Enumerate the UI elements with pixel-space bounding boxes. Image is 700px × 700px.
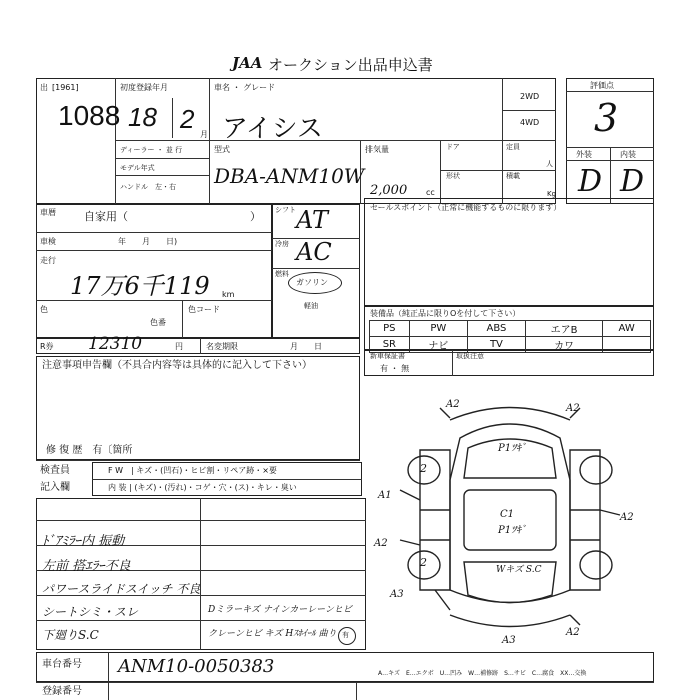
mark-a2-top-right: A2 — [566, 403, 580, 414]
eq-aw: AW — [603, 321, 651, 337]
note-line-2: 左前 搭ｴﾗｰ不良 — [42, 559, 131, 574]
mark-a3-bottom: A3 — [502, 635, 516, 646]
mark-p1-mid: P1ﾂｷﾞ — [498, 525, 527, 536]
chassis-label: 車台番号 — [42, 659, 82, 670]
color-label: 色 — [40, 305, 48, 314]
note-extra-1: Dミラーキズ ナインカーレーンヒビ — [208, 605, 352, 615]
color-no-label: 色番 — [150, 318, 166, 327]
mark-a2-right: A2 — [620, 512, 634, 523]
notes-label: 注意事項申告欄（不具合内容等は具体的に記入して下さい） — [42, 360, 312, 371]
fw-row: F W | キズ・(凹石)・ヒビ割・リペア跡・×要 — [108, 466, 277, 475]
load-label: 積載 — [506, 172, 520, 180]
car-name-label: 車名 ・ グレード — [214, 83, 276, 92]
ac-label: 冷房 — [275, 240, 289, 248]
interior-label: 内装 — [620, 150, 636, 159]
diesel-label: 軽油 — [304, 302, 318, 310]
sales-label: セールスポイント（正常に機能するものに限ります） — [370, 203, 562, 212]
sales-section — [364, 198, 654, 306]
month-unit: 月 — [200, 130, 208, 139]
eq-ps: PS — [370, 321, 410, 337]
auction-logo: JAA — [232, 54, 263, 72]
year-code: [1961] — [52, 83, 79, 92]
mark-a2-left: A2 — [374, 538, 388, 549]
capacity-label: 定員 — [506, 143, 520, 151]
mileage-label: 走行 — [40, 256, 56, 265]
interior-score: D — [620, 164, 645, 199]
history-close: ） — [250, 210, 261, 223]
fuel: ガソリン — [296, 278, 328, 287]
shape-label: 形状 — [446, 172, 460, 180]
car-diagram — [380, 390, 650, 650]
cc-unit: cc — [426, 188, 435, 197]
4wd-label: 4WD — [520, 118, 540, 127]
shift-label: シフト — [275, 206, 296, 214]
displacement-label: 排気量 — [365, 145, 389, 154]
out-label: 出 — [40, 83, 48, 92]
handle-label: ハンドル 左・右 — [120, 183, 176, 191]
exterior-label: 外装 — [576, 150, 592, 159]
mileage: 17万6千119 — [70, 272, 210, 300]
eq-tv: TV — [467, 337, 525, 353]
chassis-number: ANM10-0050383 — [118, 656, 275, 677]
person-unit: 人 — [546, 160, 553, 168]
shift: AT — [296, 206, 329, 234]
interior-row: 内 装 | (キズ)・(汚れ)・コゲ・穴・(ス)・キレ・臭い — [108, 483, 297, 492]
repair-history: 修 復 歴 有〔箇所 — [46, 445, 133, 456]
km-unit: km — [222, 290, 235, 299]
eq-leather: カワ — [525, 337, 602, 353]
displacement: 2,000 — [370, 183, 408, 198]
note-line-5: 下廻りS.C — [42, 628, 99, 642]
car-type: DBA-ANM10W — [214, 164, 365, 188]
yen-unit: 円 — [175, 342, 183, 351]
mark-a3-left: A3 — [390, 589, 404, 600]
ac: AC — [296, 238, 332, 266]
eq-pw: PW — [409, 321, 467, 337]
note-line-4: シートシミ・スレ — [42, 605, 139, 619]
model-year-label: モデル年式 — [120, 164, 155, 172]
eq-sr: SR — [370, 337, 410, 353]
kg-unit: Kg — [547, 190, 557, 198]
first-reg-month: 2 — [180, 104, 195, 134]
fuel-label: 燃料 — [275, 270, 289, 278]
note-circle-text: 有 — [342, 631, 349, 639]
eq-abs: ABS — [467, 321, 525, 337]
mark-a2-bottom: A2 — [566, 627, 580, 638]
equipment-table — [369, 320, 651, 353]
warranty-label: 新車保証書 — [370, 352, 405, 360]
mark-wsc: Wキズ S.C — [496, 565, 542, 575]
note-extra-2: クレーンヒビ キズ Hｽﾎｲｰﾙ 曲り — [208, 629, 337, 639]
eq-navi: ナビ — [409, 337, 467, 353]
history: 自家用（ — [84, 210, 128, 223]
mark-p1-top: P1ﾂｷﾞ — [498, 443, 527, 454]
mark-wheel-2-bottom: 2 — [420, 556, 427, 569]
equipment-label: 装備品（純正品に限りOを付して下さい） — [370, 309, 521, 318]
recycle-amount: 12310 — [88, 334, 143, 354]
mark-a1-left: A1 — [378, 490, 392, 501]
note-line-3: パワースライドスイッチ 不良 — [42, 582, 201, 596]
reg-label: 登録番号 — [42, 686, 82, 697]
warranty-options: 有 ・ 無 — [380, 364, 410, 373]
inspection-fields: 年 月 日) — [118, 237, 178, 246]
door-label: ドア — [446, 143, 460, 151]
inspector-label: 検査員 — [40, 465, 70, 476]
history-label: 車暦 — [40, 208, 56, 217]
mark-wheel-2-top: 2 — [420, 462, 427, 475]
entry-number: 1088 — [58, 100, 121, 131]
mark-c1: C1 — [500, 509, 515, 520]
form-title: オークション出品申込書 — [268, 56, 433, 74]
dealer-label: ディーラー ・ 並 行 — [120, 146, 183, 154]
recycle-label: R券 — [40, 342, 54, 351]
2wd-label: 2WD — [520, 92, 540, 101]
score-label: 評価点 — [590, 81, 614, 90]
score-value: 3 — [594, 96, 619, 140]
first-reg-year: 18 — [128, 102, 157, 132]
car-name: アイシス — [222, 114, 323, 144]
inspection-label: 車検 — [40, 237, 56, 246]
exterior-score: D — [578, 164, 603, 199]
remarks-label: 取扱注意 — [456, 352, 484, 360]
first-reg-label: 初度登録年月 — [120, 83, 168, 92]
tax-label: 名変期限 — [206, 342, 238, 351]
damage-legend: A…キズ E…エクボ U…凹み W…補修跡 S…サビ C…腐食 XX…交換 — [378, 670, 587, 677]
type-label: 型式 — [214, 145, 230, 154]
mark-a2-top-left: A2 — [446, 399, 460, 410]
writer-label: 記入欄 — [40, 482, 70, 493]
tax-fields: 月 日 — [290, 342, 322, 351]
eq-airbag: エアB — [525, 321, 602, 337]
color-code-label: 色コード — [188, 305, 220, 314]
note-line-1: ﾄﾞｱﾐﾗｰ内 振動 — [42, 534, 125, 549]
